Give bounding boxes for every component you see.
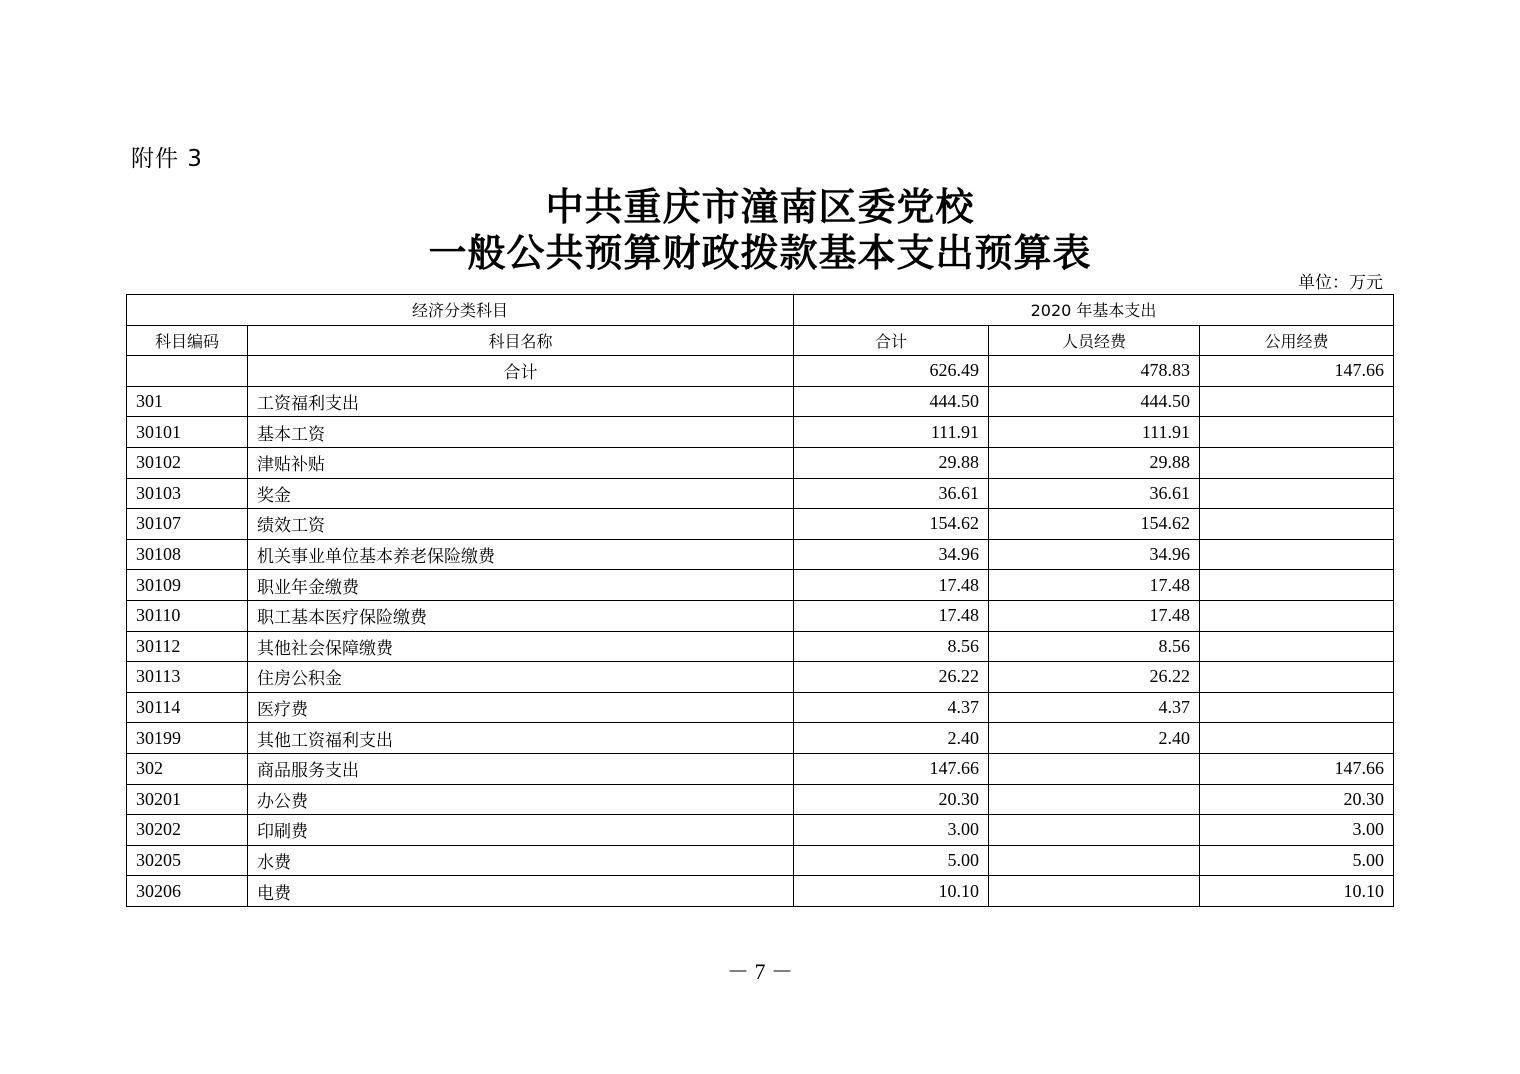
personnel-cell: 36.61 — [989, 478, 1200, 509]
total-row-personnel: 478.83 — [989, 356, 1200, 387]
subject-name-cell: 办公费 — [248, 784, 794, 815]
subject-code-cell: 30202 — [127, 815, 248, 846]
subject-name-cell: 绩效工资 — [248, 509, 794, 540]
header-group-row — [127, 295, 1394, 326]
table-row — [127, 509, 1394, 540]
personnel-cell: 444.50 — [989, 386, 1200, 417]
table-row — [127, 447, 1394, 478]
subject-name-cell: 其他社会保障缴费 — [248, 631, 794, 662]
public-cell — [1200, 600, 1394, 631]
table-row — [127, 417, 1394, 448]
table-row — [127, 662, 1394, 693]
subject-code-cell: 302 — [127, 753, 248, 784]
personnel-cell: 34.96 — [989, 539, 1200, 570]
subject-code-cell: 301 — [127, 386, 248, 417]
public-cell — [1200, 417, 1394, 448]
header-total: 合计 — [794, 325, 989, 356]
subject-name-cell: 职业年金缴费 — [248, 570, 794, 601]
table-row — [127, 386, 1394, 417]
public-cell — [1200, 539, 1394, 570]
table-row — [127, 723, 1394, 754]
subject-code-cell: 30101 — [127, 417, 248, 448]
total-cell: 444.50 — [794, 386, 989, 417]
subject-name-cell: 印刷费 — [248, 815, 794, 846]
total-row-code — [127, 356, 248, 387]
total-cell: 147.66 — [794, 753, 989, 784]
total-cell: 4.37 — [794, 692, 989, 723]
total-cell: 26.22 — [794, 662, 989, 693]
public-cell — [1200, 447, 1394, 478]
subject-code-cell: 30113 — [127, 662, 248, 693]
personnel-cell: 111.91 — [989, 417, 1200, 448]
table-row — [127, 784, 1394, 815]
header-public-expenses: 公用经费 — [1200, 325, 1394, 356]
personnel-cell: 26.22 — [989, 662, 1200, 693]
subject-name-cell: 津贴补贴 — [248, 447, 794, 478]
document-title-line-1: 中共重庆市潼南区委党校 — [545, 184, 975, 229]
public-cell — [1200, 570, 1394, 601]
subject-code-cell: 30103 — [127, 478, 248, 509]
subject-name-cell: 商品服务支出 — [248, 753, 794, 784]
public-cell — [1200, 631, 1394, 662]
header-column-row — [127, 325, 1394, 356]
total-cell: 2.40 — [794, 723, 989, 754]
public-cell — [1200, 662, 1394, 693]
total-row-total: 626.49 — [794, 356, 989, 387]
subject-name-cell: 奖金 — [248, 478, 794, 509]
public-cell: 10.10 — [1200, 876, 1394, 907]
subject-code-cell: 30206 — [127, 876, 248, 907]
public-cell — [1200, 692, 1394, 723]
subject-code-cell: 30205 — [127, 845, 248, 876]
table-row — [127, 600, 1394, 631]
public-cell: 3.00 — [1200, 815, 1394, 846]
total-cell: 29.88 — [794, 447, 989, 478]
header-subject-name: 科目名称 — [248, 325, 794, 356]
personnel-cell: 154.62 — [989, 509, 1200, 540]
subject-name-cell: 电费 — [248, 876, 794, 907]
subject-name-cell: 水费 — [248, 845, 794, 876]
subject-code-cell: 30109 — [127, 570, 248, 601]
public-cell: 20.30 — [1200, 784, 1394, 815]
total-cell: 10.10 — [794, 876, 989, 907]
subject-name-cell: 医疗费 — [248, 692, 794, 723]
personnel-cell — [989, 845, 1200, 876]
total-cell: 20.30 — [794, 784, 989, 815]
public-cell — [1200, 723, 1394, 754]
subject-name-cell: 职工基本医疗保险缴费 — [248, 600, 794, 631]
public-cell: 5.00 — [1200, 845, 1394, 876]
total-cell: 5.00 — [794, 845, 989, 876]
personnel-cell: 29.88 — [989, 447, 1200, 478]
table-row — [127, 570, 1394, 601]
personnel-cell: 17.48 — [989, 570, 1200, 601]
table-row — [127, 753, 1394, 784]
total-row-label: 合计 — [248, 356, 794, 387]
subject-name-cell: 其他工资福利支出 — [248, 723, 794, 754]
header-economic-classification: 经济分类科目 — [127, 295, 794, 326]
total-cell: 3.00 — [794, 815, 989, 846]
subject-code-cell: 30114 — [127, 692, 248, 723]
table-row — [127, 539, 1394, 570]
personnel-cell — [989, 753, 1200, 784]
table-row — [127, 692, 1394, 723]
public-cell — [1200, 509, 1394, 540]
page-number: － 7 － — [726, 959, 793, 984]
table-row — [127, 478, 1394, 509]
personnel-cell — [989, 815, 1200, 846]
table-row — [127, 845, 1394, 876]
table-row — [127, 815, 1394, 846]
subject-code-cell: 30199 — [127, 723, 248, 754]
total-row — [127, 356, 1394, 387]
budget-table — [126, 294, 1394, 907]
total-cell: 8.56 — [794, 631, 989, 662]
unit-label: 单位：万元 — [1298, 273, 1383, 293]
personnel-cell: 2.40 — [989, 723, 1200, 754]
subject-name-cell: 基本工资 — [248, 417, 794, 448]
subject-name-cell: 机关事业单位基本养老保险缴费 — [248, 539, 794, 570]
subject-code-cell: 30107 — [127, 509, 248, 540]
total-cell: 34.96 — [794, 539, 989, 570]
subject-code-cell: 30112 — [127, 631, 248, 662]
header-basic-expenditure-2020: 2020 年基本支出 — [794, 295, 1394, 326]
personnel-cell: 8.56 — [989, 631, 1200, 662]
total-cell: 111.91 — [794, 417, 989, 448]
subject-code-cell: 30108 — [127, 539, 248, 570]
public-cell — [1200, 478, 1394, 509]
personnel-cell: 4.37 — [989, 692, 1200, 723]
personnel-cell — [989, 876, 1200, 907]
document-title-line-2: 一般公共预算财政拨款基本支出预算表 — [428, 230, 1092, 275]
total-cell: 17.48 — [794, 570, 989, 601]
public-cell — [1200, 386, 1394, 417]
total-cell: 154.62 — [794, 509, 989, 540]
header-subject-code: 科目编码 — [127, 325, 248, 356]
personnel-cell: 17.48 — [989, 600, 1200, 631]
subject-code-cell: 30102 — [127, 447, 248, 478]
header-personnel-expenses: 人员经费 — [989, 325, 1200, 356]
total-row-public: 147.66 — [1200, 356, 1394, 387]
table-row — [127, 631, 1394, 662]
subject-name-cell: 工资福利支出 — [248, 386, 794, 417]
personnel-cell — [989, 784, 1200, 815]
total-cell: 17.48 — [794, 600, 989, 631]
subject-code-cell: 30110 — [127, 600, 248, 631]
subject-name-cell: 住房公积金 — [248, 662, 794, 693]
public-cell: 147.66 — [1200, 753, 1394, 784]
attachment-label: 附件 3 — [131, 146, 203, 172]
table-row — [127, 876, 1394, 907]
total-cell: 36.61 — [794, 478, 989, 509]
subject-code-cell: 30201 — [127, 784, 248, 815]
